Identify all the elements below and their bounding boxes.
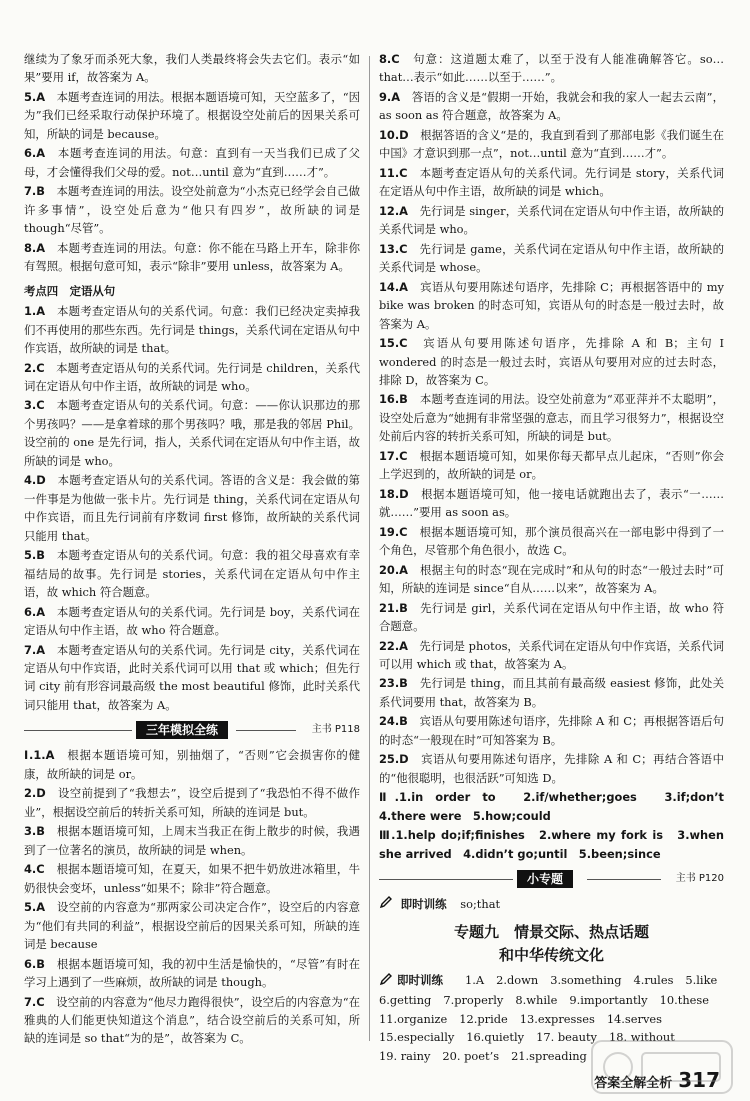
answer-item (24, 955, 360, 992)
answer-item (24, 471, 360, 545)
answer-number: 22.A (379, 638, 408, 653)
footer-title: 答案全解全析 (594, 1076, 673, 1091)
answer-item (24, 641, 360, 715)
page-number: 317 (678, 1068, 720, 1092)
answer-number: 6.B (24, 956, 45, 971)
drill2-answer: 4.rules (633, 973, 674, 988)
answer-number: Ⅰ.1.A (24, 748, 55, 763)
drill2-heading (379, 971, 453, 991)
answer-number: 4.D (24, 473, 46, 488)
answer-explanation: 根据主句的时态“现在完成时”和从句的时态“一般过去时”可知，所缺的连词是 since“自从……以来”，故答案为 A。 (379, 562, 724, 596)
answer-explanation: 句意：这道题太难了，以至于没有人能准确解答它。so… that…表示“如此……以至于……”。 (379, 52, 724, 85)
fill-blank-answers-3: Ⅲ.1.help do;if;finishes 2.where my fork is 3.when she arrived 4.didn’t go;until 5.been;since (379, 828, 724, 861)
answer-item (379, 561, 724, 598)
answer-explanation: 根据本题语境可知，在夏天，如果不把牛奶放进冰箱里，牛奶很快会变坏，unless“如果不；除非”符合题意。 (24, 862, 360, 895)
answer-explanation: 本题考查定语从句的关系代词。先行词是 story，关系代词在定语从句中作主语，故所缺的词是 which。 (379, 165, 724, 199)
answer-explanation: 本题考查定语从句的关系代词。先行词是 boy，关系代词在定语从句中作主语，故 who 符合题意。 (24, 604, 360, 638)
answer-item (379, 50, 724, 87)
book-page-ref: 主书 P118 (311, 724, 360, 736)
answer-item (24, 88, 360, 143)
answer-item (24, 603, 360, 640)
answer-number: 21.B (379, 600, 408, 615)
drill2-answer: 8.while (515, 993, 558, 1008)
column-divider (369, 56, 370, 1041)
answer-number: 19.C (379, 524, 408, 539)
answer-number: 6.A (24, 604, 46, 619)
answer-number: 16.B (379, 392, 408, 407)
answer-number: 6.A (24, 146, 46, 161)
answer-explanation: 本题考查定语从句的关系代词。答语的含义是：我会做的第一件事是为他做一张卡片。先行词是 thing，关系代词在定语从句中作宾语，而且先行词前有序数词 first 修饰，故所缺的关系代词只能用 that。 (24, 473, 360, 543)
drill2-answer: 13.expresses (519, 1011, 595, 1026)
topic-title-line2: 和中华传统文化 (498, 946, 604, 965)
answer-explanation: 先行词是 singer，关系代词在定语从句中作主语，故所缺的关系代词是 who。 (379, 203, 724, 237)
answer-explanation: 根据本题语境可知，别抽烟了，“否则”它会损害你的健康，故所缺的词是 or。 (24, 748, 360, 781)
answer-item (24, 746, 360, 783)
answer-item (24, 860, 360, 897)
answer-explanation: 本题考查定语从句的关系代词。句意：——你认识那边的那个男孩吗？——是拿着球的那个男孩吗？哦，那是我的邻居 Phil。设空前的 one 是先行词，指人，关系代词在定语从句中作主语，故所缺的词是 who。 (24, 398, 360, 468)
left-column (24, 50, 360, 1049)
answer-number: 17.C (379, 448, 408, 463)
answer-explanation: 设空前的内容意为“他尽力跑得很快”，设空后的内容意为“在雅典的人们能更快知道这个消息”，结合设空前后的关系可知，所缺的连词是 so that“为的是”，故答案为 C。 (24, 994, 360, 1046)
pencil-icon (379, 895, 393, 914)
drill2-answer: 3.something (550, 973, 622, 988)
answer-explanation: 本题考查连词的用法。设空处前意为“小杰克已经学会自己做许多事情”，设空处后意为“他只有四岁”，故所缺的词是 though“尽管”。 (24, 184, 360, 236)
answer-number: 5.A (24, 900, 46, 915)
small-topic-bar (379, 869, 724, 889)
answer-number: 15.C (379, 336, 408, 351)
answer-number: 23.B (379, 676, 408, 691)
small-topic-badge: 小专题 (517, 870, 573, 888)
answer-explanation: 先行词是 game，关系代词在定语从句中作主语，故所缺的关系代词是 whose。 (379, 241, 724, 275)
answer-item (379, 202, 724, 239)
bar-rule-left (379, 879, 513, 880)
answer-explanation: 根据本题语境可知，他一接电话就跑出去了，表示“一……就……”要用 as soon as。 (379, 486, 724, 520)
drill2-answer: 6.getting (379, 993, 432, 1008)
answer-explanation: 宾语从句要用陈述句语序，先排除 A 和 B；主句 I wondered 的时态是一般过去时，宾语从句要用对应的过去时态，排除 D，故答案为 C。 (379, 336, 724, 387)
answer-number: 7.B (24, 184, 45, 199)
drill2-answer: 21.spreading (511, 1048, 587, 1063)
answer-item (24, 239, 360, 276)
answer-explanation: 根据答语的含义“是的，我直到看到了那部电影《我们诞生在中国》才意识到那一点”，not…until 意为“直到……才”。 (379, 127, 724, 161)
drill-row-1 (379, 895, 724, 915)
answer-explanation: 本题考查连词的用法。根据本题语境可知，天空蓝多了，“因为”我们已经采取行动保护环境了。根据设空处前后的因果关系可知，所缺的词是 because。 (24, 89, 360, 141)
answer-item (24, 546, 360, 601)
answer-number: 8.C (379, 52, 400, 66)
answer-number: 1.A (24, 304, 46, 319)
answer-item (379, 164, 724, 201)
answer-number: 10.D (379, 127, 409, 142)
drill-label: 即时训练 (397, 973, 443, 988)
book-page-ref: 主书 P120 (675, 873, 724, 885)
mock-section-bar (24, 720, 360, 740)
drill2-answer: 17. beauty (536, 1030, 597, 1045)
answer-explanation: 宾语从句要用陈述句语序，先排除 A 和 C；再根据答语后句的时态“一般现在时”可知答案为 B。 (379, 714, 724, 747)
answer-item (24, 302, 360, 357)
topic-title (379, 921, 724, 968)
mock-section-badge: 三年模拟全练 (136, 721, 228, 739)
answer-explanation: 先行词是 photos，关系代词在定语从句中作宾语，关系代词可以用 which 或 that，故答案为 A。 (379, 638, 724, 671)
drill2-answer: 12.pride (459, 1011, 508, 1026)
fill-blank-answers-2: Ⅱ.1.in order to 2.if/whether;goes 3.if;don’t 4.there were 5.how;could (379, 790, 736, 823)
answer-number: 13.C (379, 241, 408, 256)
drill2-answer: 7.properly (443, 993, 504, 1008)
answer-item (379, 447, 724, 484)
answer-explanation: 本题考查定语从句的关系代词。先行词是 children，关系代词在定语从句中作主语，故所缺的词是 who。 (24, 360, 360, 393)
drill2-answer: 16.quietly (466, 1030, 525, 1045)
intro-continuation: 继续为了象牙而杀死大象，我们人类最终将会失去它们。表示“如果”要用 if，故答案为 A。 (24, 52, 360, 85)
drill2-answer: 5.like (685, 973, 718, 988)
answer-number: 2.C (24, 360, 45, 375)
topic-title-line1: 专题九 情景交际、热点话题 (453, 922, 649, 941)
watermark-logo (588, 1035, 738, 1099)
answer-number: 7.C (24, 994, 45, 1009)
answer-explanation: 根据本题语境可知，我的初中生活是愉快的，“尽管”有时在学习上遇到了一些麻烦，故所缺的词是 though。 (24, 956, 360, 990)
drill-answer: so;that (460, 897, 501, 912)
answer-item (24, 993, 360, 1048)
answer-item (379, 485, 724, 522)
answer-item (379, 334, 724, 389)
answer-item (24, 396, 360, 470)
right-column (379, 50, 736, 1065)
answer-explanation: 本题考查定语从句的关系代词。先行词是 city，关系代词在定语从句中作宾语，此时关系代词可以用 that 或 which；但先行词 city 前有形容词最高级 the most beautiful 修饰，此时关系代词只能用 that，故答案为 A。 (24, 642, 360, 712)
answer-number: 5.B (24, 548, 45, 563)
answer-explanation: 先行词是 thing，而且其前有最高级 easiest 修饰，此处关系代词要用 that，故答案为 B。 (379, 676, 724, 709)
answer-item (24, 822, 360, 859)
answer-item (379, 750, 724, 787)
pencil-icon (379, 972, 393, 991)
section-heading: 考点四 定语从句 (24, 283, 116, 298)
answer-explanation: 宾语从句要用陈述句语序，先排除 A 和 C；再结合答语中的“他很聪明，也很活跃”可知选 D。 (379, 752, 724, 785)
answer-number: 2.D (24, 786, 46, 801)
answer-item (379, 240, 724, 277)
answer-number: 20.A (379, 562, 408, 577)
answer-number: 5.A (24, 89, 46, 104)
answer-item (24, 784, 360, 821)
answer-number: 3.C (24, 398, 45, 413)
answer-number: 9.A (379, 89, 401, 104)
section4-answers (24, 302, 360, 714)
answer-explanation: 本题考查连词的用法。句意：直到有一天当我们已成了父母，才会懂得我们父母的爱。not…until 意为“直到……才”。 (24, 146, 360, 179)
answer-explanation: 宾语从句要用陈述句语序，先排除 C；再根据答语中的 my bike was broken 的时态可知，宾语从句的时态是一般过去时，故答案为 A。 (379, 279, 724, 331)
drill2-answer: 9.importantly (569, 993, 648, 1008)
mock-answers (24, 746, 360, 1048)
answer-item (379, 599, 724, 636)
answer-explanation: 答语的含义是“假期一开始，我就会和我的家人一起去云南”，as soon as 符合题意，故答案为 A。 (379, 89, 724, 123)
drill2-answer: 11.organize (379, 1011, 448, 1026)
drill2-answer: 20. poet’s (442, 1048, 500, 1063)
answer-item (379, 712, 724, 749)
answer-item (379, 523, 724, 560)
answer-explanation: 设空前提到了“我想去”，设空后提到了“我恐怕不得不做作业”，根据设空前后的转折关系可知，所缺的连词是 but。 (24, 786, 360, 819)
answer-number: 8.A (24, 240, 46, 255)
answer-explanation: 本题考查连词的用法。句意：你不能在马路上开车，除非你有驾照。根据句意可知，表示“除非”要用 unless，故答案为 A。 (24, 240, 360, 274)
answer-number: 7.A (24, 642, 46, 657)
answer-item (24, 898, 360, 953)
drill-label: 即时训练 (400, 897, 447, 912)
answer-number: 12.A (379, 203, 408, 218)
answer-item (24, 359, 360, 396)
drill2-answer: 2.down (496, 973, 539, 988)
answer-explanation: 根据本题语境可知，如果你每天都早点儿起床，“否则”你会上学迟到的，故所缺的词是 or。 (379, 448, 724, 482)
answer-explanation: 根据本题语境可知，那个演员很高兴在一部电影中得到了一个角色，尽管那个角色很小，故选 C。 (379, 524, 724, 558)
answer-number: 11.C (379, 165, 408, 180)
answer-number: 24.B (379, 714, 408, 729)
drill2-answer: 1.A (465, 973, 485, 988)
answer-item (379, 278, 724, 333)
bar-rule-left (24, 730, 132, 731)
drill2-answer: 19. rainy (379, 1048, 431, 1063)
drill2-answer: 15.especially (379, 1030, 455, 1045)
answer-explanation: 本题考查连词的用法。设空处前意为“邓亚萍并不太聪明”，设空处后意为“她拥有非常坚强的意志，而且学习很努力”，根据设空处前后内容的转折关系可知，所缺的词是 but。 (379, 392, 724, 444)
bar-rule-right (236, 730, 296, 731)
answer-item (24, 182, 360, 237)
answer-item (379, 637, 724, 674)
drill2-answer: 10.these (659, 993, 709, 1008)
answer-explanation: 设空前的内容意为“那两家公司决定合作”，设空后的内容意为“他们有共同的利益”，根据设空前后的因果关系可知，所缺的连词是 because (24, 900, 360, 952)
continued-answers (379, 50, 724, 787)
answer-number: 4.C (24, 862, 45, 877)
answer-item (24, 144, 360, 181)
bar-rule-right (587, 879, 661, 880)
answer-item (379, 674, 724, 711)
answer-explanation: 根据本题语境可知，上周末当我正在街上散步的时候，我遇到了一位著名的演员，故所缺的词是 when。 (24, 824, 360, 857)
answer-number: 25.D (379, 752, 409, 767)
drill2-answer: 14.serves (606, 1011, 662, 1026)
answer-explanation: 本题考查定语从句的关系代词。句意：我的祖父母喜欢有幸福结局的故事。先行词是 stories，关系代词在定语从句中作主语，故 which 符合题意。 (24, 548, 360, 600)
intro-answers (24, 50, 360, 276)
drill2-answer: 18. without (609, 1030, 675, 1045)
answer-number: 14.A (379, 279, 408, 294)
answer-explanation: 本题考查定语从句的关系代词。句意：我们已经决定卖掉我们不再使用的那些东西。先行词是 things，关系代词在定语从句中作宾语，故所缺的词是 that。 (24, 304, 360, 356)
answer-number: 18.D (379, 486, 409, 501)
answer-item (379, 88, 724, 125)
answer-number: 3.B (24, 824, 45, 839)
answer-explanation: 先行词是 girl，关系代词在定语从句中作主语，故 who 符合题意。 (379, 600, 724, 634)
answer-item (379, 126, 724, 163)
answer-item (379, 390, 724, 445)
